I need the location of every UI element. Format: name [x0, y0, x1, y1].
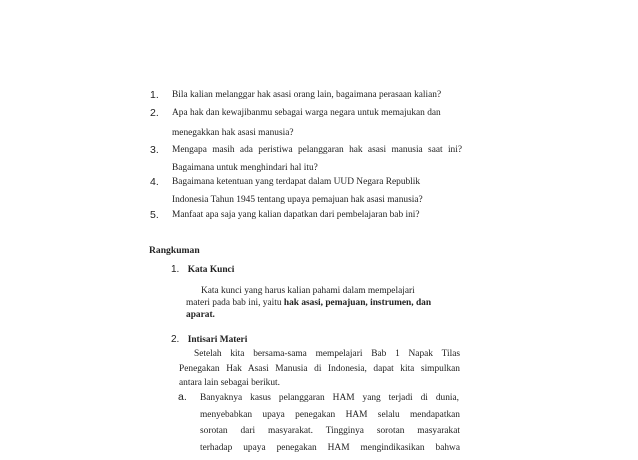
- question-text: Manfaat apa saja yang kalian dapatkan dari pembelajaran bab ini?: [172, 210, 420, 220]
- section-1-text-line: Kata kunci yang harus kalian pahami dalam mempelajari: [201, 286, 415, 296]
- question-text: menegakkan hak asasi manusia?: [172, 128, 294, 138]
- question-text: Apa hak dan kewajibanmu sebagai warga negara untuk memajukan dan: [172, 108, 441, 118]
- keyword-list-end: aparat.: [186, 310, 215, 320]
- section-title: Kata Kunci: [187, 265, 235, 275]
- summary-heading: Rangkuman: [149, 245, 200, 256]
- question-number: 4.: [150, 176, 159, 188]
- question-1: [152, 87, 462, 103]
- question-text: Mengapa masih ada peristiwa pelanggaran hak asasi manusia saat ini?: [172, 145, 462, 155]
- item-label: a.: [178, 391, 187, 403]
- section-2-text-line: antara lain sebagai berikut.: [179, 378, 280, 388]
- section-1-heading: [171, 264, 234, 275]
- keyword-list: hak asasi, pemajuan, instrumen, dan: [283, 298, 432, 308]
- question-number: 3.: [150, 144, 159, 156]
- question-text: Indonesia Tahun 1945 tentang upaya pemajuan hak asasi manusia?: [172, 195, 423, 205]
- section-2-text-line: Penegakan Hak Asasi Manusia di Indonesia, dapat kita simpulkan: [179, 364, 460, 374]
- section-2-text-line: Setelah kita bersama-sama mempelajari Bab 1 Napak Tilas: [194, 349, 460, 359]
- item-a-text-line: terhadap upaya penegakan HAM mengindikasikan bahwa: [200, 443, 460, 453]
- section-title: Intisari Materi: [187, 335, 248, 345]
- section-number: 1.: [171, 264, 180, 275]
- section-2-heading: [171, 334, 247, 345]
- question-text: Bila kalian melanggar hak asasi orang lain, bagaimana perasaan kalian?: [172, 90, 442, 100]
- question-text: Bagaimana untuk menghindari hal itu?: [172, 163, 318, 173]
- item-a-text-line: sorotan dari masyarakat. Tingginya sorotan masyarakat: [200, 426, 460, 436]
- question-number: 1.: [150, 89, 159, 101]
- question-3: [152, 142, 462, 176]
- question-4: [152, 174, 462, 208]
- item-a-text-line: Banyaknya kasus pelanggaran HAM yang terjadi di dunia,: [200, 393, 459, 403]
- section-number: 2.: [171, 334, 180, 345]
- question-5: [152, 207, 462, 223]
- section-1-text: materi pada bab ini, yaitu: [186, 298, 284, 308]
- question-text: Bagaimana ketentuan yang terdapat dalam UUD Negara Republik: [172, 177, 421, 187]
- question-number: 2.: [150, 107, 159, 119]
- item-a-text-line: menyebabkan upaya penegakan HAM selalu mendapatkan: [200, 410, 460, 420]
- section-1-text-line: [186, 298, 431, 308]
- question-2: [152, 105, 462, 141]
- question-number: 5.: [150, 209, 159, 221]
